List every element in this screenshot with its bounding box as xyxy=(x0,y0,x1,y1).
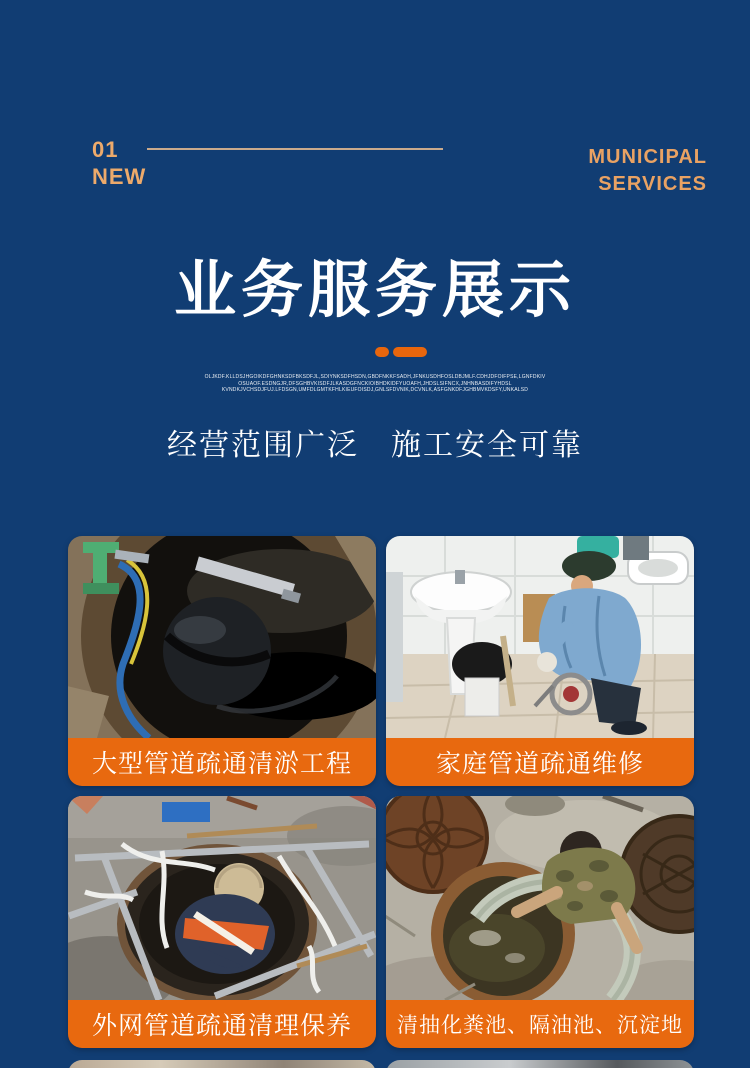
manhole-sludge-dredging-photo xyxy=(68,536,376,738)
service-card-label: 外网管道疏通清理保养 xyxy=(68,1000,376,1048)
header-right-line1: MUNICIPAL xyxy=(588,146,707,168)
service-card-label: 家庭管道疏通维修 xyxy=(386,738,694,786)
header-right-caption xyxy=(588,144,707,198)
next-row-card-sliver xyxy=(386,1060,694,1068)
header-divider-line xyxy=(147,148,443,150)
dot-dash-divider xyxy=(375,347,427,357)
fine-print-line: OLJKDF.KLLDSJHGOIKDFGHNKSDFBKSDFJL,SDIYNKSDFHSDN,GBDFNKKFSADH,JFNKUSDHFOSLDBJMLF.CDHJDFOIFPSE,LGNFDKIV xyxy=(204,374,546,380)
page-subtitle: 经营范围广泛 施工安全可靠 xyxy=(167,429,583,462)
service-card-septic-tank-cleaning xyxy=(386,796,694,1048)
section-index-number: 01 xyxy=(92,137,119,162)
next-row-card-sliver xyxy=(68,1060,376,1068)
page-title: 业务服务展示 xyxy=(173,256,576,325)
header-right-line2: SERVICES xyxy=(598,173,707,195)
divider-dot xyxy=(375,347,389,357)
section-index xyxy=(92,136,146,190)
home-bathroom-pipe-repair-photo xyxy=(386,536,694,738)
service-card-label: 大型管道疏通清淤工程 xyxy=(68,738,376,786)
street-manhole-maintenance-photo xyxy=(68,796,376,1000)
service-card-label: 清抽化粪池、隔油池、沉淀地 xyxy=(386,1000,694,1048)
divider-dash xyxy=(393,347,427,357)
service-card-large-pipe-dredging xyxy=(68,536,376,786)
service-card-outdoor-pipe-maintenance xyxy=(68,796,376,1048)
septic-tank-suction-photo xyxy=(386,796,694,1000)
fine-print-line: OSUAOF.ESDNGJR,DFSGHBVKISDFJLKASDGFNCKIOIBHDKIDFYUOAFH,JHDSLSIFNCX,JNHNBASDIFYHDSL xyxy=(238,380,512,387)
fine-print-line: KVNDKJVCHSDJFUJ.LFDSGN,UMFDLGMTKFHLKIEUFOISDJ,GNLSFDVNIK,DCVNLK,ASFGNKDFJGHBMVKDSFY,UNKALSD xyxy=(221,387,529,394)
fine-print xyxy=(75,374,675,394)
service-card-home-pipe-repair xyxy=(386,536,694,786)
section-index-word: NEW xyxy=(92,164,147,189)
